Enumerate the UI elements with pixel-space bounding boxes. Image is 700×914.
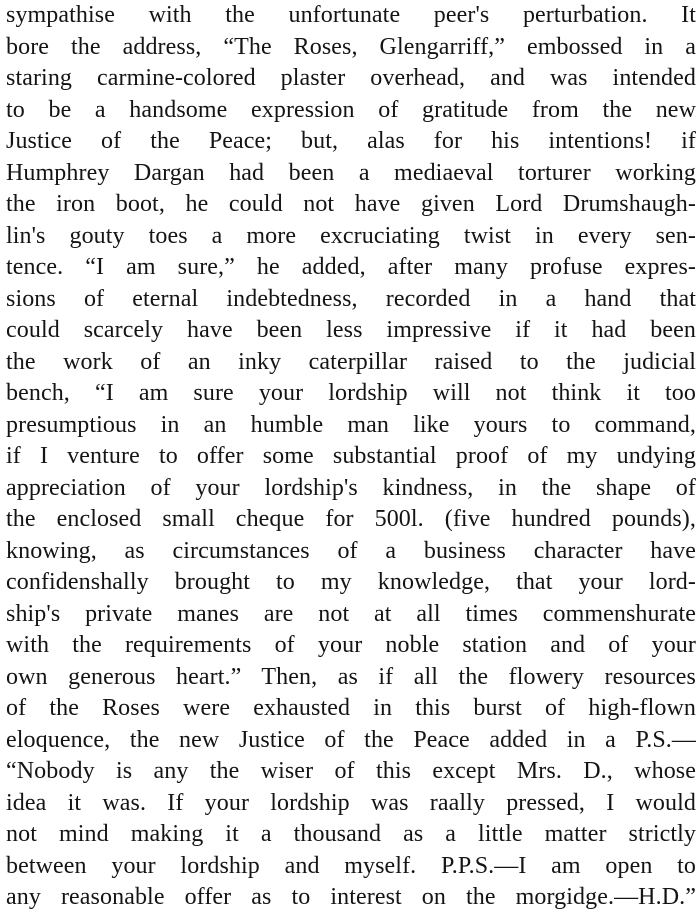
text-line: staring carmine-colored plaster overhead, and was intended [6, 65, 696, 91]
text-line: Justice of the Peace; but, alas for his intentions! if [6, 128, 696, 154]
text-line: tence. “I am sure,” he added, after many profuse expres- [6, 254, 696, 280]
text-line: lin's gouty toes a more excruciating twist in every sen- [6, 222, 696, 249]
text-line: presumptious in an humble man like yours to command, [6, 411, 696, 438]
text-line: “Nobody is any the wiser of this except Mrs. D., whose [6, 758, 696, 784]
text-line: sions of eternal indebtedness, recorded in a hand that [6, 285, 696, 312]
text-line: bore the address, “The Roses, Glengarriff,” embossed in a [6, 33, 696, 60]
text-line: not mind making it a thousand as a little matter strictly [6, 821, 696, 847]
text-line: idea it was. If your lordship was raally pressed, I would [6, 789, 696, 816]
text-line: the work of an inky caterpillar raised to the judicial [6, 348, 696, 375]
document-page [6, 0, 696, 910]
text-line: any reasonable offer as to interest on the morgidge.—H.D.” [6, 884, 696, 910]
text-line: could scarcely have been less impressive if it had been [6, 317, 696, 343]
text-line: own generous heart.” Then, as if all the flowery resources [6, 663, 696, 690]
text-line: appreciation of your lordship's kindness, in the shape of [6, 474, 696, 501]
text-line: of the Roses were exhausted in this burst of high-flown [6, 695, 696, 721]
text-line: between your lordship and myself. P.P.S.—I am open to [6, 852, 696, 879]
text-line: with the requirements of your noble station and of your [6, 632, 696, 658]
text-line: the iron boot, he could not have given Lord Drumshaugh- [6, 191, 696, 217]
text-line: bench, “I am sure your lordship will not think it too [6, 380, 696, 406]
text-line: to be a handsome expression of gratitude from the new [6, 96, 696, 123]
text-line: Humphrey Dargan had been a mediaeval torturer working [6, 159, 696, 186]
text-line: knowing, as circumstances of a business character have [6, 537, 696, 564]
text-line: ship's private manes are not at all times commenshurate [6, 600, 696, 627]
text-line: if I venture to offer some substantial proof of my undying [6, 443, 696, 469]
text-line: confidenshally brought to my knowledge, that your lord- [6, 569, 696, 595]
text-line: eloquence, the new Justice of the Peace added in a P.S.— [6, 726, 696, 753]
text-line: the enclosed small cheque for 500l. (five hundred pounds), [6, 506, 696, 532]
text-line: sympathise with the unfortunate peer's perturbation. It [6, 2, 696, 28]
